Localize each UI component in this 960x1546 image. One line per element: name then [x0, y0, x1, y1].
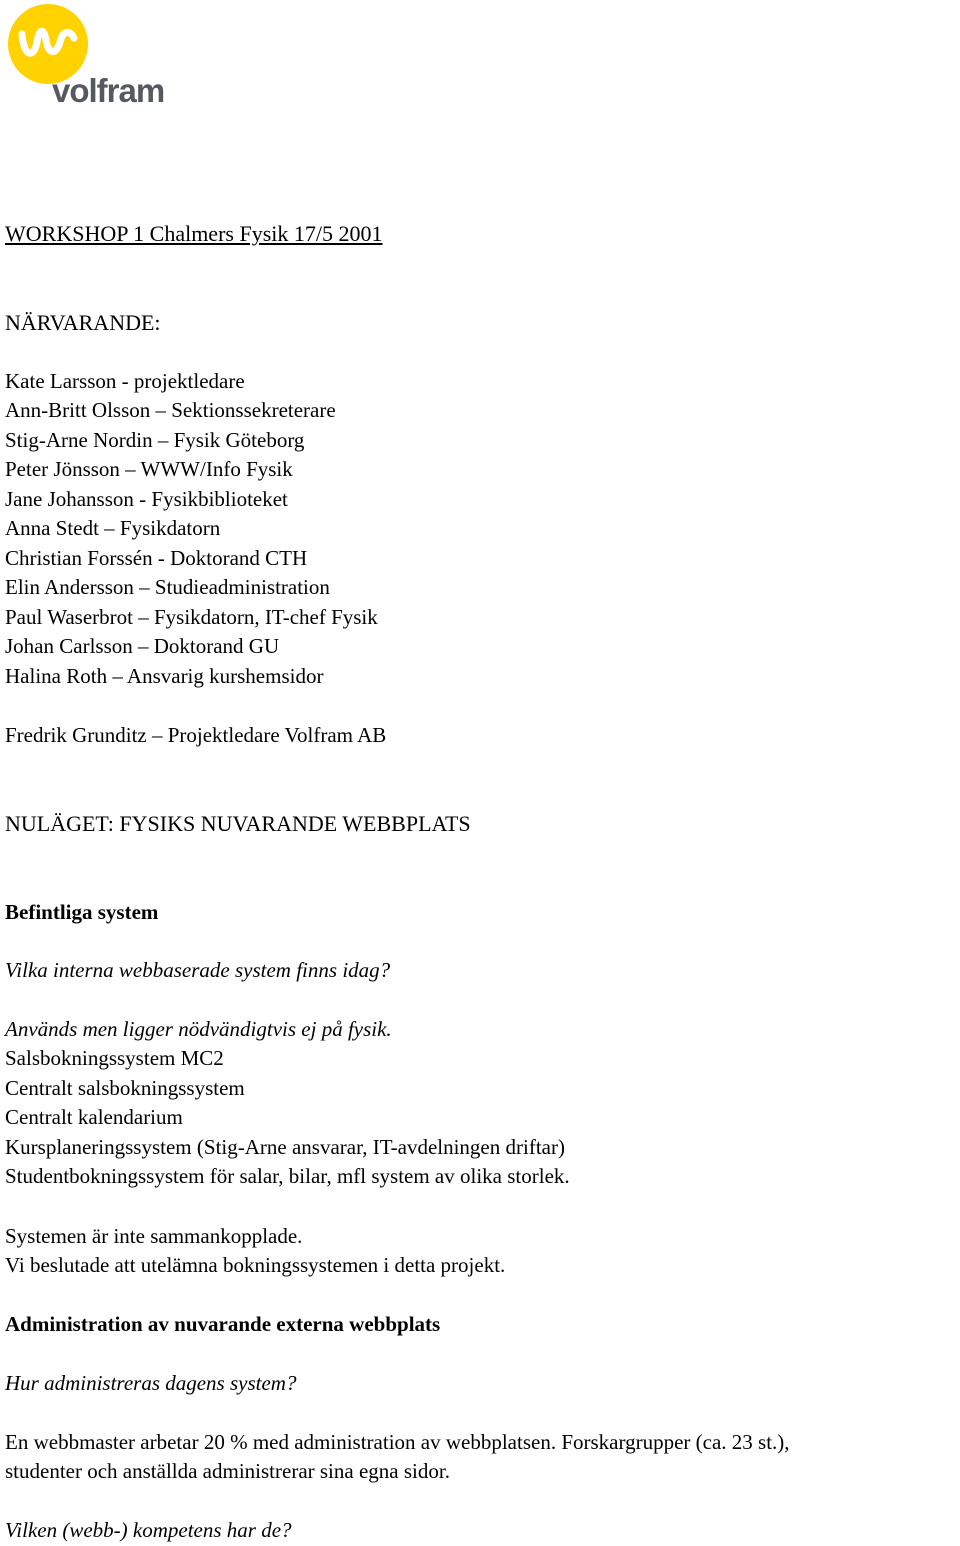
attendee-item: Paul Waserbrot – Fysikdatorn, IT-chef Fysik [5, 605, 378, 629]
subsection-heading: Administration av nuvarande externa webbplats [5, 1312, 441, 1336]
attendee-item: Jane Johansson - Fysikbiblioteket [5, 487, 288, 511]
system-item: Centralt salsbokningssystem [5, 1076, 245, 1100]
system-item: Kursplaneringssystem (Stig-Arne ansvarar, IT-avdelningen driftar) [5, 1135, 565, 1159]
conclusion-text: Vi beslutade att utelämna bokningssystemen i detta projekt. [5, 1253, 506, 1277]
attendee-item: Elin Andersson – Studieadministration [5, 575, 330, 599]
conclusion-text: Systemen är inte sammankopplade. [5, 1224, 303, 1248]
attendee-item: Anna Stedt – Fysikdatorn [5, 516, 221, 540]
question-text: Hur administreras dagens system? [5, 1371, 297, 1395]
attendee-item: Peter Jönsson – WWW/Info Fysik [5, 457, 293, 481]
system-item: Salsbokningssystem MC2 [5, 1046, 224, 1070]
attendee-item: Christian Forssén - Doktorand CTH [5, 546, 308, 570]
attendee-item: Ann-Britt Olsson – Sektionssekreterare [5, 398, 336, 422]
system-item: Studentbokningssystem för salar, bilar, mfl system av olika storlek. [5, 1164, 570, 1188]
attendee-item: Stig-Arne Nordin – Fysik Göteborg [5, 428, 305, 452]
logo-wordmark: volfram [52, 72, 165, 109]
question-text: Vilka interna webbaserade system finns idag? [5, 958, 391, 982]
section-heading: NULÄGET: FYSIKS NUVARANDE WEBBPLATS [5, 811, 471, 836]
question-text: Vilken (webb-) kompetens har de? [5, 1518, 292, 1542]
attendee-item: Kate Larsson - projektledare [5, 369, 245, 393]
subsection-heading: Befintliga system [5, 900, 159, 924]
volfram-logo [6, 4, 166, 114]
answer-text: En webbmaster arbetar 20 % med administration av webbplatsen. Forskargrupper (ca. 23 st.), [5, 1430, 790, 1454]
consultant-line: Fredrik Grunditz – Projektledare Volfram AB [5, 723, 387, 747]
note-text: Används men ligger nödvändigtvis ej på fysik. [5, 1017, 392, 1041]
answer-text: studenter och anställda administrerar sina egna sidor. [5, 1459, 450, 1483]
attendee-item: Johan Carlsson – Doktorand GU [5, 634, 280, 658]
system-item: Centralt kalendarium [5, 1105, 183, 1129]
attendee-item: Halina Roth – Ansvarig kurshemsidor [5, 664, 324, 688]
attendees-heading: NÄRVARANDE: [5, 310, 161, 335]
document-title: WORKSHOP 1 Chalmers Fysik 17/5 2001 [5, 221, 383, 246]
